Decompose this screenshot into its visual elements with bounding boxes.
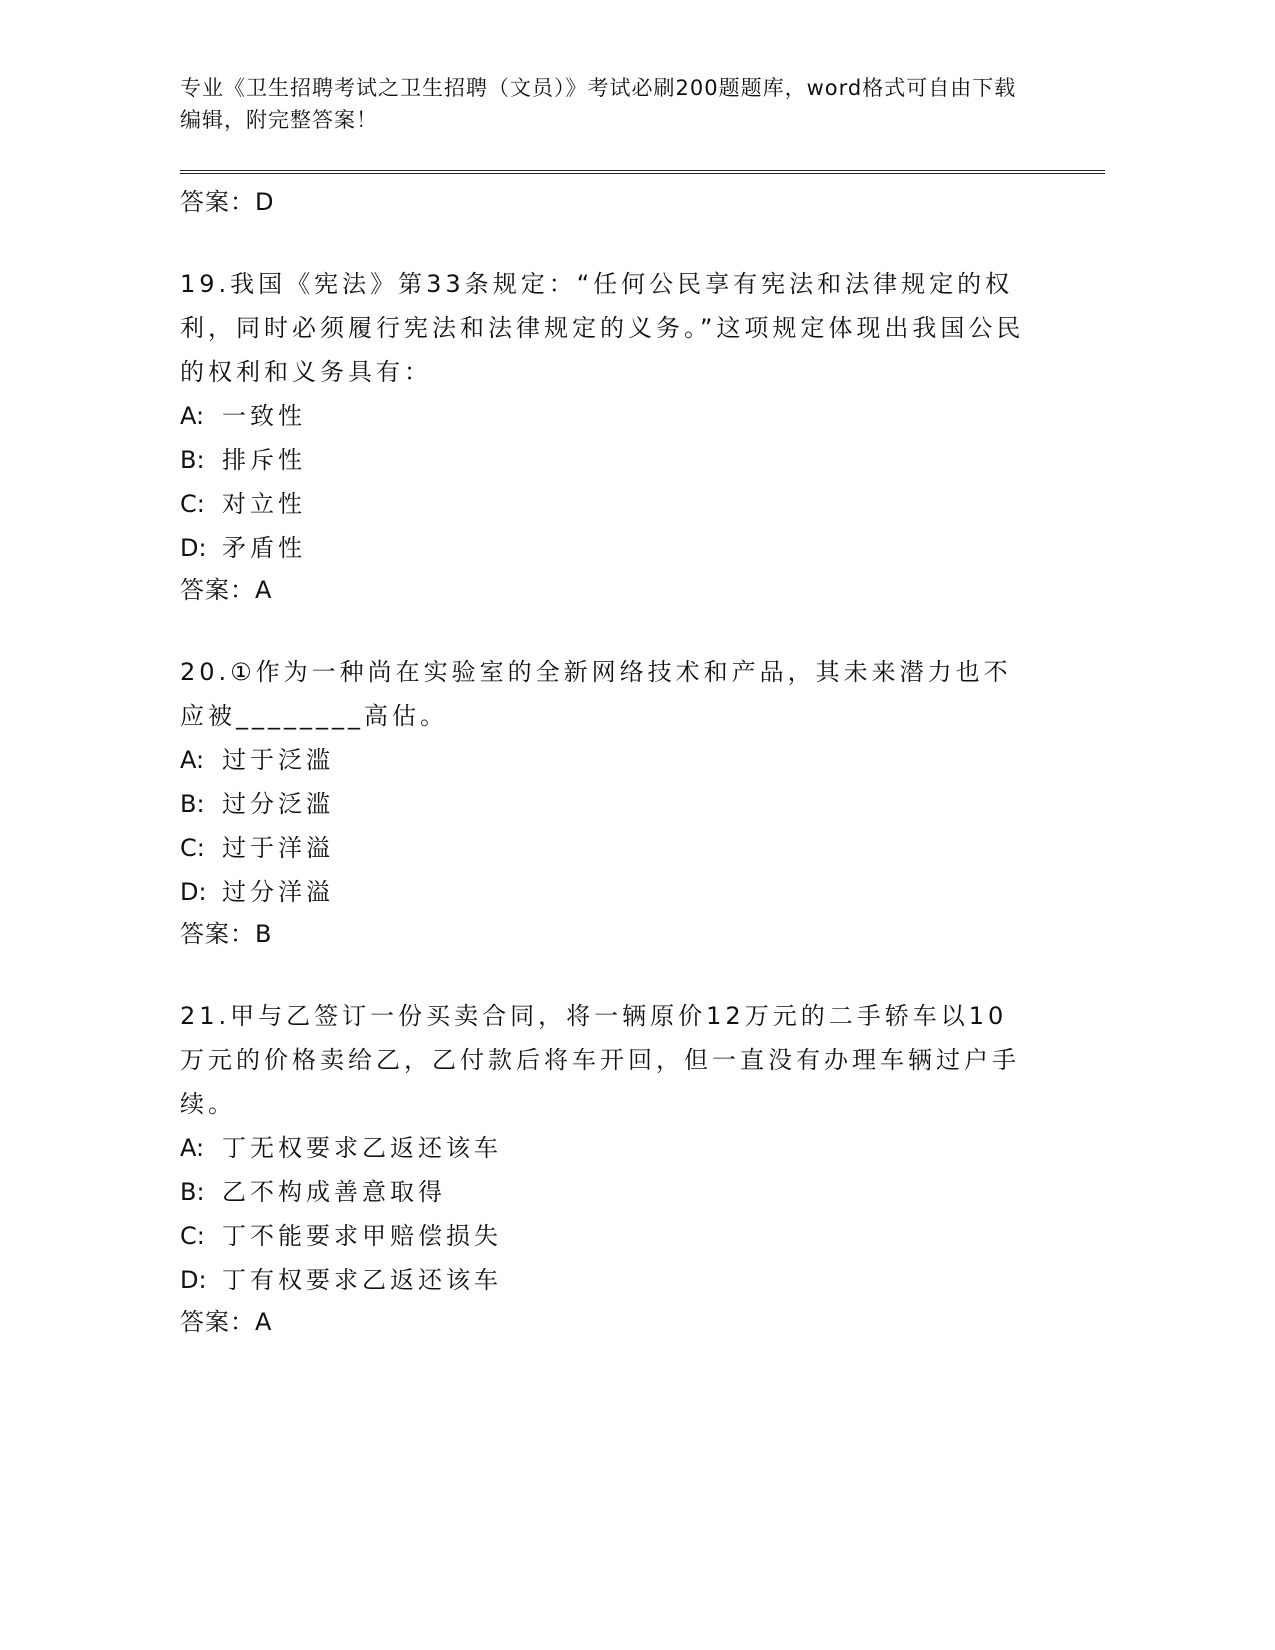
option-text: 丁有权要求乙返还该车 (222, 1266, 502, 1294)
option-b (180, 782, 1030, 826)
option-a (180, 394, 1030, 438)
question-20 (180, 650, 1030, 954)
option-text: 丁无权要求乙返还该车 (222, 1134, 502, 1162)
option-letter: C: (180, 834, 205, 862)
answer: 答案：B (180, 920, 273, 948)
option-text: 矛盾性 (222, 534, 306, 562)
option-letter: A: (180, 1134, 205, 1162)
option-text: 过分泛滥 (222, 790, 334, 818)
option-letter: C: (180, 1222, 205, 1250)
option-text: 对立性 (222, 490, 306, 518)
option-letter: C: (180, 490, 205, 518)
option-b (180, 1170, 1030, 1214)
question-stem: 20.①作为一种尚在实验室的全新网络技术和产品，其未来潜力也不应被________高估。 (180, 658, 1012, 730)
option-d (180, 526, 1030, 570)
option-text: 过于洋溢 (222, 834, 334, 862)
option-letter: D: (180, 534, 207, 562)
option-text: 一致性 (222, 402, 306, 430)
option-c (180, 826, 1030, 870)
option-letter: A: (180, 746, 205, 774)
option-a (180, 1126, 1030, 1170)
question-stem: 19.我国《宪法》第33条规定：“任何公民享有宪法和法律规定的权利，同时必须履行宪法和法律规定的义务。”这项规定体现出我国公民的权利和义务具有： (180, 270, 1025, 386)
answer: 答案：A (180, 1308, 273, 1336)
option-letter: B: (180, 446, 205, 474)
question-19 (180, 262, 1030, 610)
question-21 (180, 994, 1030, 1342)
header-divider (180, 170, 1105, 174)
answer: 答案：A (180, 576, 273, 604)
document-body (180, 182, 1030, 1342)
option-letter: D: (180, 878, 207, 906)
page-header: 专业《卫生招聘考试之卫生招聘（文员）》考试必刷200题题库，word格式可自由下载编辑，附完整答案！ (180, 76, 1017, 132)
option-letter: B: (180, 790, 205, 818)
option-letter: B: (180, 1178, 205, 1206)
option-text: 过于泛滥 (222, 746, 334, 774)
option-text: 排斥性 (222, 446, 306, 474)
question-stem: 21.甲与乙签订一份买卖合同，将一辆原价12万元的二手轿车以10万元的价格卖给乙，乙付款后将车开回，但一直没有办理车辆过户手续。 (180, 1002, 1020, 1118)
option-d (180, 870, 1030, 914)
option-d (180, 1258, 1030, 1302)
answer-18: 答案：D (180, 188, 275, 216)
option-a (180, 738, 1030, 782)
option-b (180, 438, 1030, 482)
option-letter: A: (180, 402, 205, 430)
option-c (180, 1214, 1030, 1258)
option-letter: D: (180, 1266, 207, 1294)
option-c (180, 482, 1030, 526)
option-text: 丁不能要求甲赔偿损失 (222, 1222, 502, 1250)
option-text: 过分洋溢 (222, 878, 334, 906)
option-text: 乙不构成善意取得 (222, 1178, 446, 1206)
